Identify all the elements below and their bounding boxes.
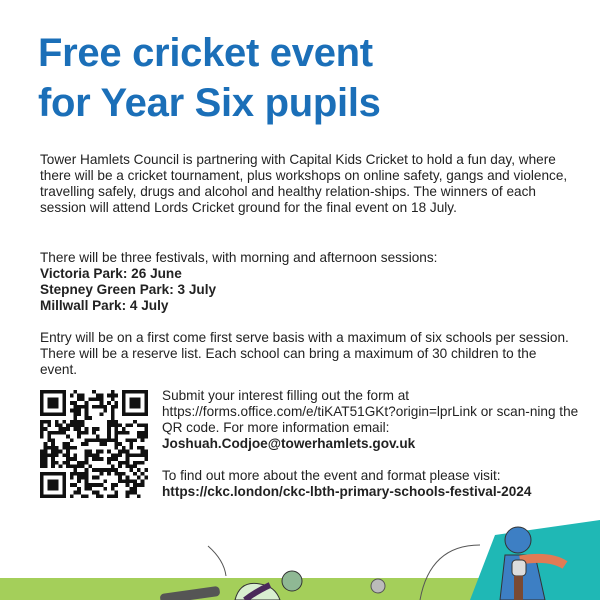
entry-paragraph: Entry will be on a first come first serve basis with a maximum of six schools per session. There will be a reserve list. Each school can bring a maximum of 30 children to the event. [40,330,569,377]
festival-item: Victoria Park: 26 June [40,266,182,281]
submit-text: Submit your interest filling out the form at https://forms.office.com/e/tiKAT51GKt?origin=lprLink or scan-ning the QR code. For more information email: [162,388,579,435]
event-url-link[interactable]: https://ckc.london/ckc-lbth-primary-schools-festival-2024 [162,484,532,499]
festival-item: Stepney Green Park: 3 July [40,282,217,297]
festivals-intro: There will be three festivals, with morning and afternoon sessions: [40,250,438,265]
cricket-illustration [0,500,600,600]
festival-item: Millwall Park: 4 July [40,298,169,313]
title-line-2: for Year Six pupils [38,81,381,125]
info-section [162,388,582,516]
page-title [38,28,381,128]
more-info-text: To find out more about the event and format please visit: [162,468,501,483]
cricket-ball-icon [371,579,385,593]
intro-paragraph: Tower Hamlets Council is partnering with Capital Kids Cricket to hold a fun day, where there will be a cricket tournament, plus workshops on online safety, gangs and violence, travelling safely, drugs and alcohol and healthy relation-ships. The winners of each session will attend Lords Cricket ground for the final event on 18 July. [40,152,568,215]
festivals-section [40,250,570,314]
qr-code[interactable] [40,390,148,498]
email-link[interactable]: Joshuah.Codjoe@towerhamlets.gov.uk [162,436,416,451]
title-line-1: Free cricket event [38,31,373,75]
